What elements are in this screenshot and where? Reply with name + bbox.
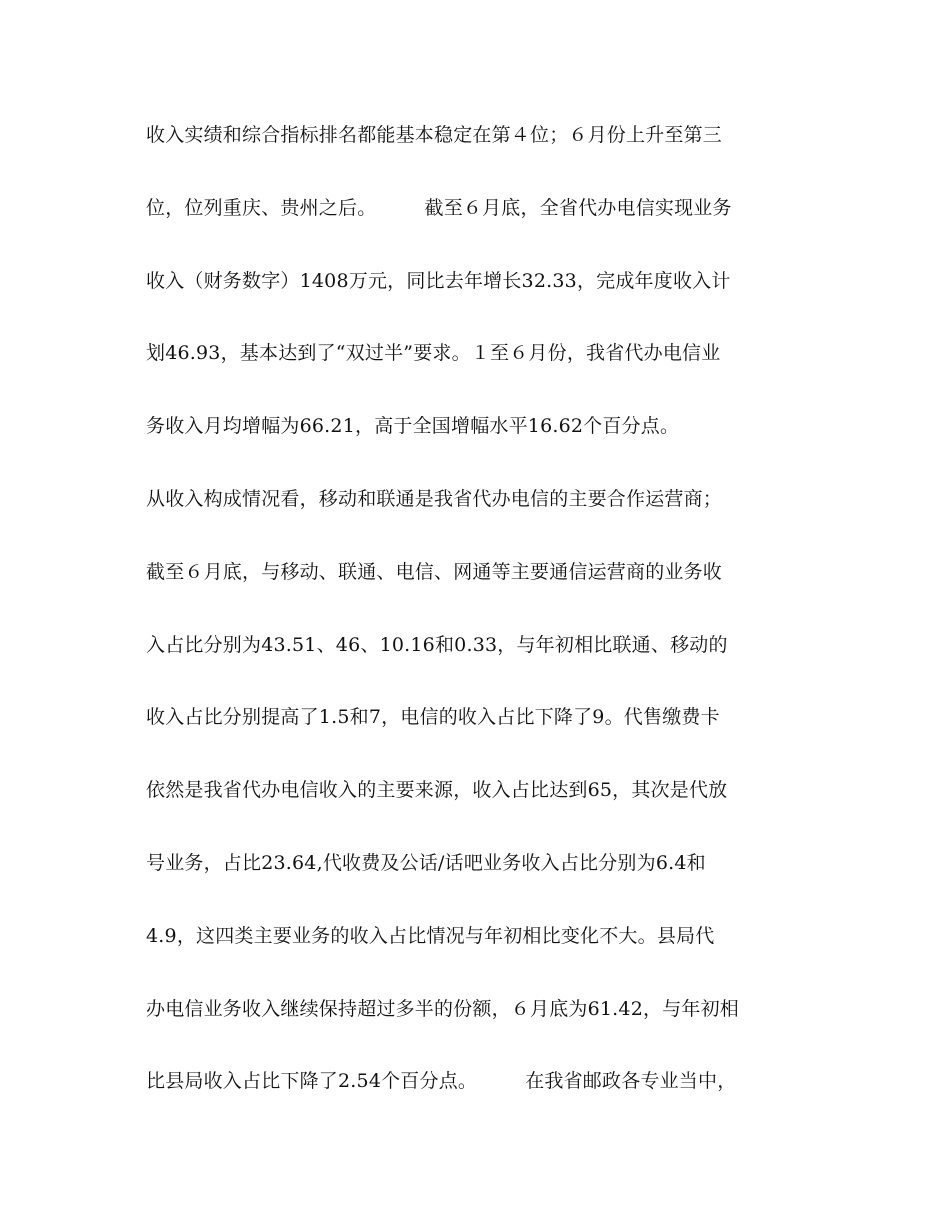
text-line-2: 位，位列重庆、贵州之后。 截至６月底，全省代办电信实现业务 — [146, 196, 732, 219]
text-line-6: 从收入构成情况看，移动和联通是我省代办电信的主要合作运营商； — [146, 487, 723, 510]
text-line-9: 收入占比分别提高了1.5和7，电信的收入占比下降了9。代售缴费卡 — [146, 706, 720, 729]
body-text — [146, 122, 826, 1141]
text-line-5: 务收入月均增幅为66.21，高于全国增幅水平16.62个百分点。 — [146, 415, 680, 438]
text-line-4: 划46.93，基本达到了“双过半”要求。１至６月份，我省代办电信业 — [146, 342, 721, 365]
text-line-11: 号业务，占比23.64,代收费及公话/话吧业务收入占比分别为6.4和 — [146, 851, 706, 874]
text-line-3: 收入（财务数字）1408万元，同比去年增长32.33，完成年度收入计 — [146, 269, 731, 292]
text-line-14: 比县局收入占比下降了2.54个百分点。 在我省邮政各专业当中， — [146, 1070, 737, 1093]
text-line-13: 办电信业务收入继续保持超过多半的份额，６月底为61.42，与年初相 — [146, 997, 739, 1020]
text-line-12: 4.9，这四类主要业务的收入占比情况与年初相比变化不大。县局代 — [146, 924, 715, 947]
text-line-7: 截至６月底，与移动、联通、电信、网通等主要通信运营商的业务收 — [146, 560, 723, 583]
text-line-1: 收入实绩和综合指标排名都能基本稳定在第４位；６月份上升至第三 — [146, 124, 723, 146]
text-line-8: 入占比分别为43.51、46、10.16和0.33，与年初相比联通、移动的 — [146, 633, 728, 656]
text-line-10: 依然是我省代办电信收入的主要来源，收入占比达到65，其次是代放 — [146, 779, 728, 802]
